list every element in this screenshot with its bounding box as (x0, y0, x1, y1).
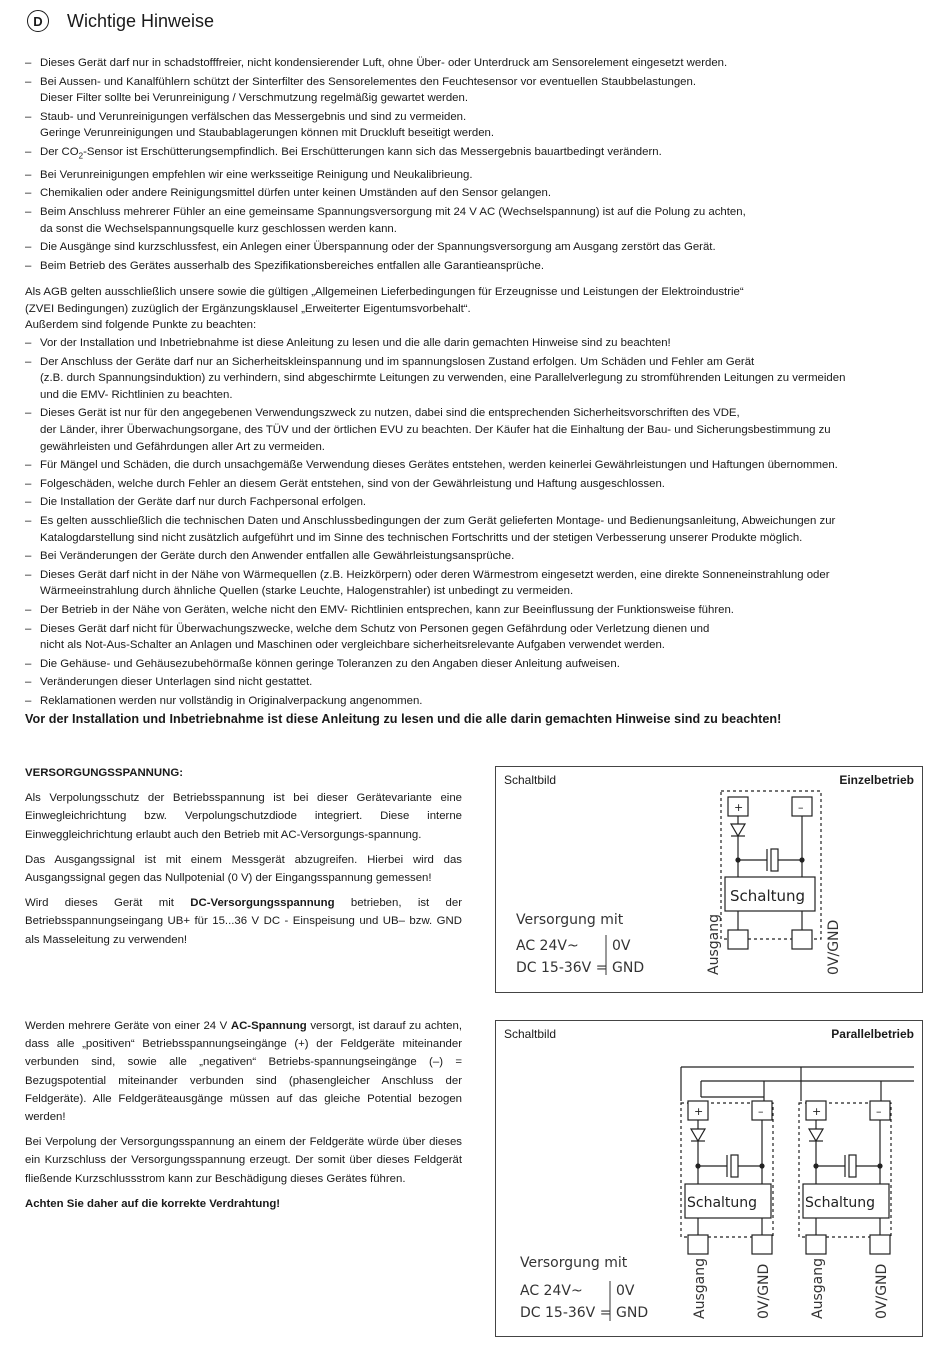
language-badge: D (27, 10, 49, 32)
list-item: – Die Ausgänge sind kurzschlussfest, ein Anlegen einer Überspannung oder der Spannungsversorgung am Ausgang zerstört das Gerät. (25, 239, 925, 256)
list-item: – Die Gehäuse- und Gehäusezubehörmaße können geringe Toleranzen zu den Angaben dieser Anleitung aufweisen. (25, 656, 925, 673)
list-item: – Beim Betrieb des Gerätes ausserhalb des Spezifikationsbereiches entfallen alle Garantieansprüche. (25, 258, 925, 275)
list-item: – Beim Anschluss mehrerer Fühler an eine gemeinsame Spannungsversorgung mit 24 V AC (Wechselspannung) ist auf die Polung zu achten, da sonst die Wechselspannungsquelle kurz geschlossen werden kann. (25, 204, 925, 237)
dc-label: DC 15-36V = (520, 1305, 612, 1321)
supply-title: Versorgung mit (520, 1255, 628, 1271)
list-item: – Reklamationen werden nur vollständig in Originalverpackung angenommen. (25, 693, 925, 710)
diode-icon (809, 1129, 823, 1141)
diagram-label: Schaltbild (504, 1027, 557, 1041)
diagram-parallel (495, 1020, 923, 1337)
circuit-label: Schaltung (687, 1195, 758, 1211)
supply-title: Versorgung mit (516, 912, 624, 928)
diagram-mode: Parallelbetrieb (831, 1027, 914, 1041)
terminal-gnd (792, 930, 812, 949)
agb-paragraph: Als AGB gelten ausschließlich unsere sowie die gültigen „Allgemeinen Lieferbedingungen für Erzeugnisse und Leistungen der Elektroindustrie“ (ZVEI Bedingungen) zuzüglich der Ergänzungsklausel „Erweiterter Eigentumsvorbehalt“. Außerdem sind folgende Punkte zu beachten: (25, 286, 744, 332)
output-label: Ausgang (706, 914, 722, 975)
ac-label: AC 24V~ (516, 938, 579, 954)
diagram-mode: Einzelbetrieb (839, 773, 914, 787)
list-item: – Staub- und Verunreinigungen verfälschen das Messergebnis und sind zu vermeiden. Geringe Verunreinigungen und Staubablagerungen können mit Druckluft beseitigt werden. (25, 109, 925, 142)
ac-supply-section (25, 1017, 462, 1220)
list-item: – Veränderungen dieser Unterlagen sind nicht gestattet. (25, 674, 925, 691)
points-list (25, 335, 925, 711)
ov-label: 0V (612, 938, 631, 954)
terminal-output (728, 930, 748, 949)
plus-label: + (734, 801, 744, 814)
dc-label: DC 15-36V = (516, 960, 608, 976)
hints-list (25, 55, 925, 276)
gnd-label: GND (612, 960, 645, 976)
supply-section (25, 764, 462, 956)
ac-label: AC 24V~ (520, 1283, 583, 1299)
wiring-warning: Achten Sie daher auf die korrekte Verdrahtung! (25, 1197, 281, 1210)
svg-text:–: – (758, 1105, 764, 1118)
ovgnd-label: 0V/GND (874, 1263, 890, 1319)
list-item: – Der Anschluss der Geräte darf nur an Sicherheitskleinspannung und im spannungslosen Zustand erfolgen. Um Schäden und Fehler am Gerät (z.B. durch Spannungsinduktion) zu verhindern, sind abgeschirmte Leitungen zu verwenden, eine Parallelverlegung zu stromführenden Leitungen zu vermeiden und die EMV- Richtlinien zu beachten. (25, 354, 925, 404)
list-item: – Dieses Gerät darf nur in schadstofffreier, nicht kondensierender Luft, ohne Über- oder Unterdruck am Sensorelement eingesetzt werden. (25, 55, 925, 72)
paragraph: Bei Verpolung der Versorgungsspannung an einem der Feldgeräte würde über dieses ein Kurzschluss der Versorgungsspannung erzeugt. Der somit über dieses Feldgerät fließende Kurzschlussstrom kann zur Beschädigung dieses Gerätes führen. (25, 1136, 462, 1185)
circuit-label: Schaltung (730, 887, 806, 905)
paragraph: Wird dieses Gerät mit DC-Versorgungsspannung betrieben, ist der Betriebsspannungseingang UB+ für 15...36 V DC - Einspeisung und UB– bzw. GND als Masseleitung zu verwenden! (25, 897, 462, 946)
capacitor-icon (771, 849, 778, 871)
section-title: VERSORGUNGSSPANNUNG: (25, 767, 184, 779)
diode-icon (691, 1129, 705, 1141)
list-item: – Die Installation der Geräte darf nur durch Fachpersonal erfolgen. (25, 494, 925, 511)
circuit-diagram-single (496, 767, 924, 994)
list-item: – Dieses Gerät darf nicht für Überwachungszwecke, welche dem Schutz von Personen gegen Gefährdung oder Verletzung dienen und nicht als Not-Aus-Schalter an Anlagen und Maschinen oder vergleichbare sicherheitsrelevante Aufgaben verwendet werden. (25, 621, 925, 654)
ovgnd-label: 0V/GND (756, 1263, 772, 1319)
output-label: Ausgang (692, 1258, 708, 1319)
diagram-label: Schaltbild (504, 773, 557, 787)
paragraph: Werden mehrere Geräte von einer 24 V AC-Spannung versorgt, ist darauf zu achten, dass alle „positiven“ Betriebsspannungseingänge (+) der Feldgeräte miteinander verbunden sind, sowie alle „negativen“ Betriebs-spannungseingänge (–) = Bezugspotential miteinander verbunden sind (phasengleicher Anschluss der Feldgeräte). Alle Feldgeräteausgänge müssen auf das gleiche Potential bezogen werden! (25, 1020, 463, 1124)
list-item: – Für Mängel und Schäden, die durch unsachgemäße Verwendung dieses Gerätes entstehen, werden keinerlei Gewährleistungen und Haftungen übernommen. (25, 457, 925, 474)
list-item: – Folgeschäden, welche durch Fehler an diesem Gerät entstehen, sind von der Gewährleistung und Haftung ausgeschlossen. (25, 476, 925, 493)
svg-text:–: – (876, 1105, 882, 1118)
circuit-label: Schaltung (805, 1195, 876, 1211)
list-item: – Es gelten ausschließlich die technischen Daten und Anschlussbedingungen der zum Gerät gelieferten Montage- und Bedienungsanleitung, Abweichungen zur Katalogdarstellung sind nicht zusätzlich aufgeführt und im Sinne des technischen Fortschritts und der stetigen Verbesserung unserer Produkte möglich. (25, 513, 925, 546)
list-item: – Vor der Installation und Inbetriebnahme ist diese Anleitung zu lesen und die alle darin gemachten Hinweise sind zu beachten! (25, 335, 925, 352)
svg-text:+: + (812, 1105, 822, 1118)
page-title: Wichtige Hinweise (67, 10, 215, 31)
installation-notice: Vor der Installation und Inbetriebnahme ist diese Anleitung zu lesen und die alle darin gemachten Hinweise sind zu beachten! (25, 712, 782, 726)
list-item: – Dieses Gerät ist nur für den angegebenen Verwendungszweck zu nutzen, dabei sind die entsprechenden Sicherheitsvorschriften des VDE, der Länder, ihrer Überwachungsorgane, des TÜV und der örtlichen EVU zu beachten. Der Käufer hat die Einhaltung der Bau- und Sicherungsbestimmung zu gewährleisten und Gefährdungen aller Art zu vermeiden. (25, 405, 925, 455)
page-header (27, 10, 214, 32)
circuit-diagram-parallel (496, 1021, 924, 1338)
diagram-single (495, 766, 923, 993)
list-item: – Bei Aussen- und Kanalfühlern schützt der Sinterfilter des Sensorelementes den Feuchtesensor vor eventuellen Staubbelastungen. Dieser Filter sollte bei Verunreinigung / Verschmutzung regelmäßig gewartet werden. (25, 74, 925, 107)
list-item: – Der Betrieb in der Nähe von Geräten, welche nicht den EMV- Richtlinien entsprechen, kann zur Beeinflussung der Funktionsweise führen. (25, 602, 925, 619)
paragraph: Als Verpolungsschutz der Betriebsspannung ist bei dieser Gerätevariante eine Einwegleichrichtung bzw. Verpolungschutzdiode integriert. Diese interne Einweggleichrichtung erlaubt auch den Betrieb mit AC-Versorgungs-spannung. (25, 792, 462, 841)
ov-label: 0V (616, 1283, 635, 1299)
list-item: – Der $CO_2$-Sensor ist Erschütterungsempfindlich. Bei Erschütterungen kann sich das Messergebnis bauartbedingt verändern. (25, 144, 925, 165)
ovgnd-label: 0V/GND (826, 919, 842, 975)
diode-icon (731, 824, 745, 836)
list-item: – Bei Veränderungen der Geräte durch den Anwender entfallen alle Gewährleistungsansprüche. (25, 548, 925, 565)
gnd-label: GND (616, 1305, 649, 1321)
paragraph: Das Ausgangssignal ist mit einem Messgerät abzugreifen. Hierbei wird das Ausgangssignal gegen das Nullpotenial (0 V) der Eingangsspannung gemessen! (25, 853, 462, 885)
minus-label: – (798, 801, 804, 814)
list-item: – Dieses Gerät darf nicht in der Nähe von Wärmequellen (z.B. Heizkörpern) oder deren Wärmestrom eingesetzt werden, eine direkte Sonneneinstrahlung oder Wärmeeinstrahlung durch ähnliche Quellen (starke Leuchte, Halogenstrahler) ist unbedingt zu vermeiden. (25, 567, 925, 600)
capacitor-icon (849, 1155, 856, 1177)
output-label: Ausgang (810, 1258, 826, 1319)
list-item: – Chemikalien oder andere Reinigungsmittel dürfen unter keinen Umständen auf den Sensor gelangen. (25, 185, 925, 202)
capacitor-icon (731, 1155, 738, 1177)
svg-text:+: + (694, 1105, 704, 1118)
list-item: – Bei Verunreinigungen empfehlen wir eine werksseitige Reinigung und Neukalibrieung. (25, 167, 925, 184)
